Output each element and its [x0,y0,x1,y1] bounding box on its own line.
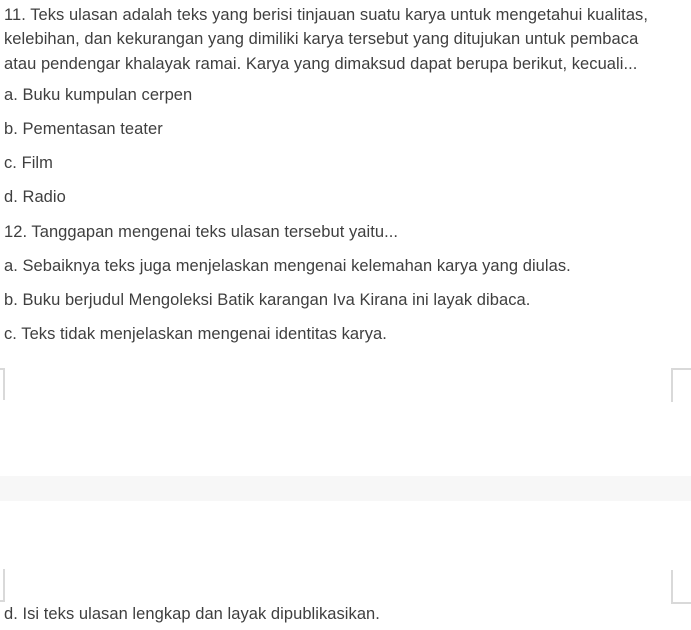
placeholder-corner-top-right [671,368,691,402]
question-11-line-1: 11. Teks ulasan adalah teks yang berisi tinjauan suatu karya untuk mengetahui kualitas, [4,6,648,24]
placeholder-corner-top-left [0,368,5,400]
question-12-option-c: c. Teks tidak menjelaskan mengenai identitas karya. [4,325,387,343]
placeholder-corner-bottom-left [0,569,5,602]
placeholder-corner-bottom-right [671,570,691,604]
question-11-option-d: d. Radio [4,188,66,206]
placeholder-separator-bar [0,476,691,501]
question-11-option-b: b. Pementasan teater [4,120,163,138]
question-12-text: 12. Tanggapan mengenai teks ulasan tersebut yaitu... [4,223,398,241]
question-11-option-a: a. Buku kumpulan cerpen [4,86,193,104]
question-12-option-b: b. Buku berjudul Mengoleksi Batik karangan Iva Kirana ini layak dibaca. [4,291,531,309]
question-11-line-3: atau pendengar khalayak ramai. Karya yang dimaksud dapat berupa berikut, kecuali... [4,55,638,73]
question-12-option-a: a. Sebaiknya teks juga menjelaskan mengenai kelemahan karya yang diulas. [4,257,571,275]
question-12-option-d: d. Isi teks ulasan lengkap dan layak dipublikasikan. [4,605,380,623]
question-11-option-c: c. Film [4,154,53,172]
question-11-line-2: kelebihan, dan kekurangan yang dimiliki karya tersebut yang ditujukan untuk pembaca [4,30,639,48]
